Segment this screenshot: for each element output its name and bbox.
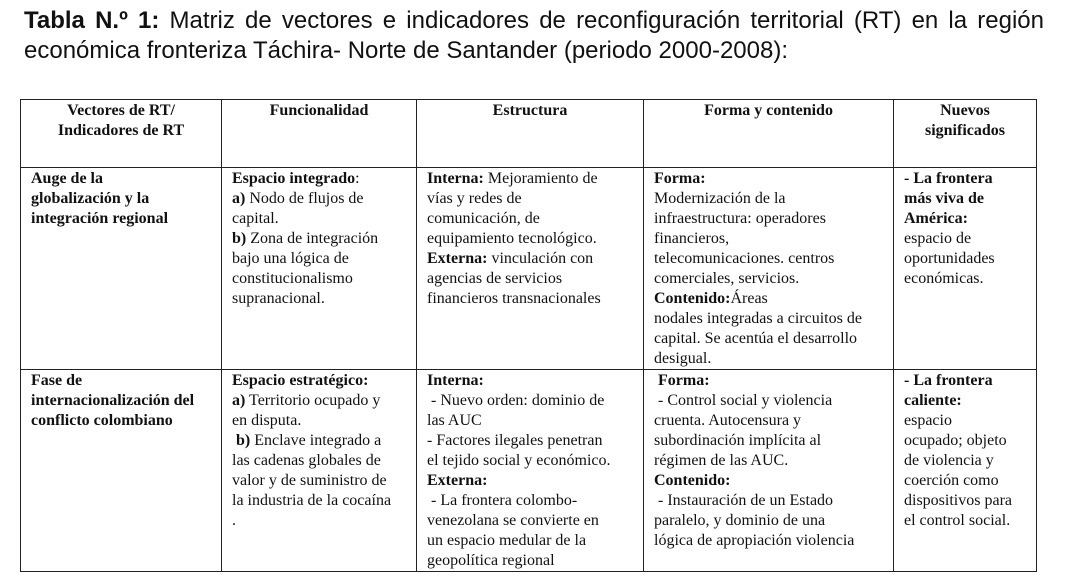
header-row [21, 100, 1037, 168]
nuevos-significados-cell: - La frontera caliente: espacio ocupado; objeto de violencia y coerción como dispositivos para el control social. [894, 370, 1037, 572]
vector-cell: Auge de la globalización y la integración regional [21, 168, 222, 370]
header-estructura: Estructura [417, 100, 644, 168]
header-forma-contenido: Forma y contenido [644, 100, 894, 168]
forma-contenido-cell: Forma: Modernización de la infraestructura: operadores financieros, telecomunicaciones. centros comerciales, servicios. Contenido:Áreas nodales integradas a circuitos de capital. Se acentúa el desarrollo desigual. [644, 168, 894, 370]
estructura-cell: Interna: - Nuevo orden: dominio de las AUC - Factores ilegales penetran el tejido social y económico. Externa: - La frontera colombo- venezolana se convierte en un espacio medular de la geopolítica regional [417, 370, 644, 572]
forma-contenido-cell: Forma: - Control social y violencia cruenta. Autocensura y subordinación implícita al régimen de las AUC. Contenido: - Instauración de un Estado paralelo, y dominio de una lógica de apropiación violencia [644, 370, 894, 572]
header-funcionalidad: Funcionalidad [222, 100, 417, 168]
table-row [21, 370, 1037, 572]
caption-label: Tabla N.º 1: [24, 7, 160, 34]
table-row [21, 168, 1037, 370]
caption-text: Matriz de vectores e indicadores de reconfiguración territorial (RT) en la región económica fronteriza Táchira- Norte de Santander (periodo 2000-2008): [24, 7, 1044, 64]
header-vectores: Vectores de RT/ Indicadores de RT [21, 100, 222, 168]
funcionalidad-cell: Espacio integrado: a) Nodo de flujos de capital. b) Zona de integración bajo una lógica de constitucionalismo supranacional. [222, 168, 417, 370]
funcionalidad-cell: Espacio estratégico: a) Territorio ocupado y en disputa. b) Enclave integrado a las cadenas globales de valor y de suministro de la industria de la cocaína . [222, 370, 417, 572]
rt-matrix-table [20, 99, 1037, 572]
nuevos-significados-cell: - La frontera más viva de América: espacio de oportunidades económicas. [894, 168, 1037, 370]
table-caption [24, 6, 1044, 66]
header-nuevos-significados: Nuevos significados [894, 100, 1037, 168]
vector-cell: Fase de internacionalización del conflicto colombiano [21, 370, 222, 572]
estructura-cell: Interna: Mejoramiento de vías y redes de comunicación, de equipamiento tecnológico. Externa: vinculación con agencias de servicios financieros transnacionales [417, 168, 644, 370]
